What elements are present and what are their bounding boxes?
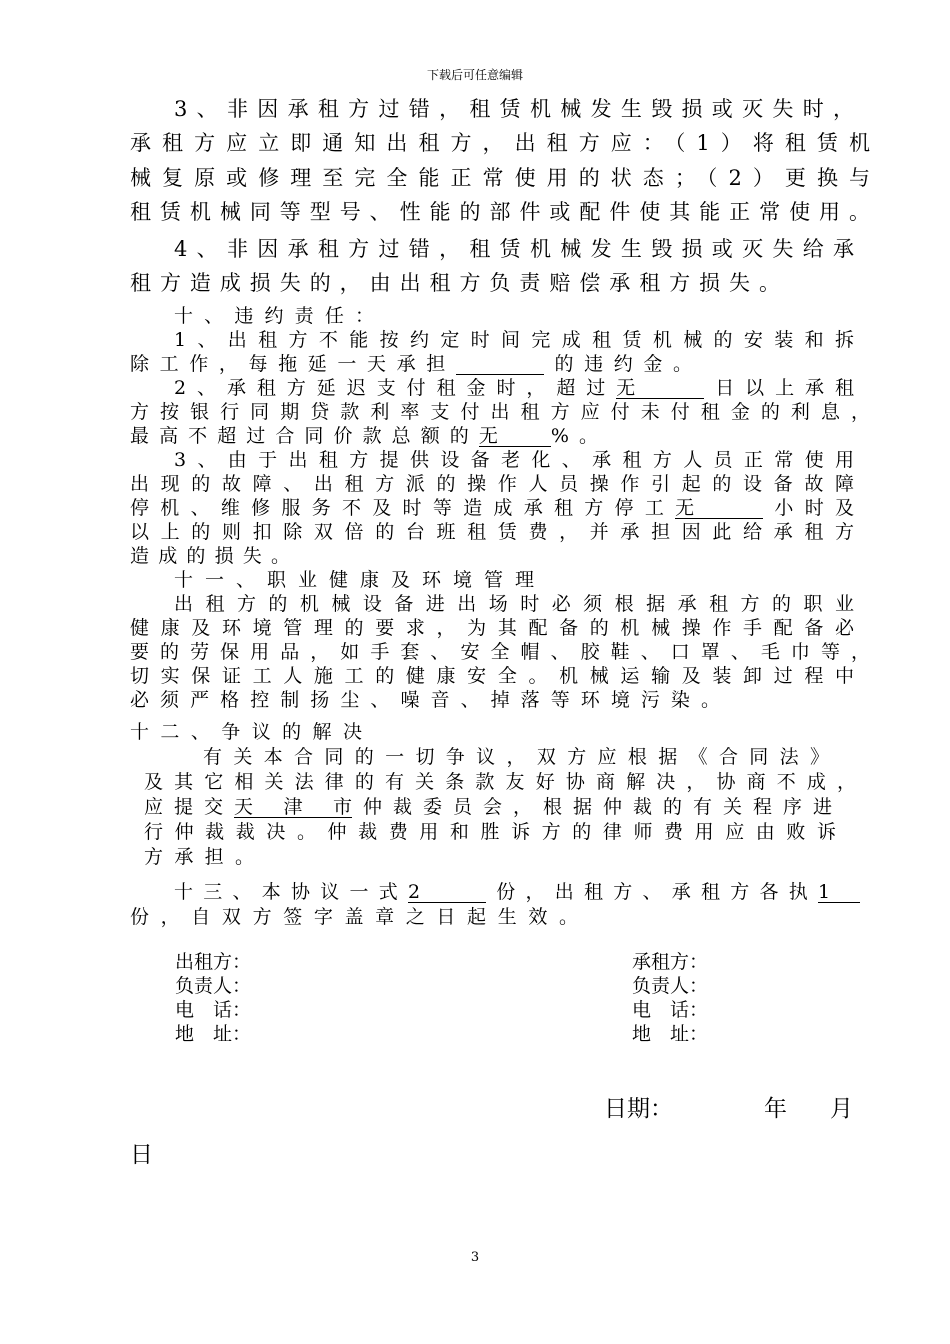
s9-p4-line2: 租方造成损失的，由出租方负责赔偿承租方损失。 [130, 271, 780, 295]
lessee-party-label: 承租方： [632, 951, 709, 973]
s11-line1: 出租方的机械设备进出场时必须根据承租方的职业 [174, 593, 854, 615]
s11-heading: 十一、职业健康及环境管理 [174, 569, 534, 591]
s10-c3-line4: 以上的则扣除双倍的台班租赁费，并承担因此给承租方 [130, 521, 854, 543]
each-copy-blank: 1 [818, 882, 860, 903]
header-note: 下载后可任意编辑 [426, 68, 523, 82]
page-number: 3 [470, 1250, 480, 1265]
lessor-address-label: 地 址： [175, 1023, 252, 1045]
s10-c1-line1: 1、出租方不能按约定时间完成租赁机械的安装和拆 [174, 329, 854, 351]
s10-c2-line1 [174, 376, 854, 400]
s10-c3-text-a: 停机、维修服务不及时等造成承租方停工 [130, 497, 676, 519]
s9-p3-line3: 械复原或修理至完全能正常使用的状态；（2）更换与 [130, 166, 870, 190]
s10-c3-line5: 造成的损失。 [130, 545, 290, 567]
lessee-phone-label: 电 话： [632, 999, 709, 1021]
date-year: 年 [764, 1096, 787, 1122]
s11-line2: 健康及环境管理的要求，为其配备的机械操作手配备必 [130, 617, 854, 639]
s12-line2: 及其它相关法律的有关条款友好协商解决，协商不成， [144, 771, 856, 793]
s10-c2-text-d: %。 [550, 425, 598, 447]
late-days-blank: 无 [616, 378, 704, 399]
lessee-person-label: 负责人： [632, 975, 709, 997]
lessor-phone-label: 电 话： [175, 999, 252, 1021]
s10-c2-text-a: 2、承租方延迟支付租金时，超过 [174, 377, 617, 399]
s9-p3-line4: 租赁机械同等型号、性能的部件或配件使其能正常使用。 [130, 200, 870, 224]
s10-c2-text-b: 日以上承租 [704, 377, 854, 399]
s12-text-b: 仲裁委员会，根据仲裁的有关程序进 [352, 796, 832, 818]
s10-c1-text-a: 除工作，每拖延一天承担 [130, 353, 456, 375]
copies-blank: 2 [408, 882, 486, 903]
date-month: 月 [830, 1096, 853, 1122]
s9-p3-line1: 3、非因承租方过错，租赁机械发生毁损或灭失时， [174, 97, 854, 121]
s10-c2-text-c: 最高不超过合同价款总额的 [130, 425, 479, 447]
s9-p3-line2: 承租方应立即通知出租方，出租方应：（1）将租赁机 [130, 131, 870, 155]
s12-line3 [144, 795, 832, 819]
s13-text-a: 十三、本协议一式 [174, 881, 408, 903]
s12-heading: 十二、争议的解决 [130, 721, 362, 743]
lessor-party-label: 出租方： [175, 951, 252, 973]
downtime-hours-blank: 无 [675, 498, 763, 519]
s11-line5: 必须严格控制扬尘、噪音、掉落等环境污染。 [130, 689, 720, 711]
s13-text-b: 份，出租方、承租方各执 [486, 881, 818, 903]
s12-line1: 有关本合同的一切争议，双方应根据《合同法》 [203, 746, 829, 768]
s10-c3-line1: 3、由于出租方提供设备老化、承租方人员正常使用 [174, 449, 854, 471]
lessee-address-label: 地 址： [632, 1023, 709, 1045]
s11-line4: 切实保证工人施工的健康安全。机械运输及装卸过程中 [130, 665, 854, 687]
s11-line3: 要的劳保用品，如手套、安全帽、胶鞋、口罩、毛巾等， [130, 641, 870, 663]
lessor-person-label: 负责人： [175, 975, 252, 997]
s10-c2-line3 [130, 424, 598, 448]
s13-line2: 份，自双方签字盖章之日起生效。 [130, 906, 578, 928]
s10-c1-text-b: 的违约金。 [543, 353, 692, 375]
s12-text-a: 应提交 [144, 796, 234, 818]
date-label: 日期： [604, 1096, 673, 1122]
s12-line5: 方承担。 [144, 846, 254, 868]
s10-c1-line2 [130, 352, 692, 376]
s13-line1 [174, 880, 860, 904]
s10-c3-text-b: 小时及 [763, 497, 854, 519]
s10-c3-line3 [130, 496, 854, 520]
arbitration-city-blank: 天津市 [234, 796, 352, 818]
s10-heading: 十、违约责任： [174, 305, 374, 327]
s12-line4: 行仲裁裁决。仲裁费用和胜诉方的律师费用应由败诉 [144, 821, 836, 843]
penalty-blank [456, 354, 544, 375]
s10-c2-line2: 方按银行同期贷款利率支付出租方应付未付租金的利息， [130, 401, 870, 423]
cap-percent-blank: 无 [479, 426, 551, 447]
s10-c3-line2: 出现的故障、出租方派的操作人员操作引起的设备故障 [130, 473, 854, 495]
date-day: 日 [130, 1142, 153, 1168]
s9-p4-line1: 4、非因承租方过错，租赁机械发生毁损或灭失给承 [174, 237, 854, 261]
